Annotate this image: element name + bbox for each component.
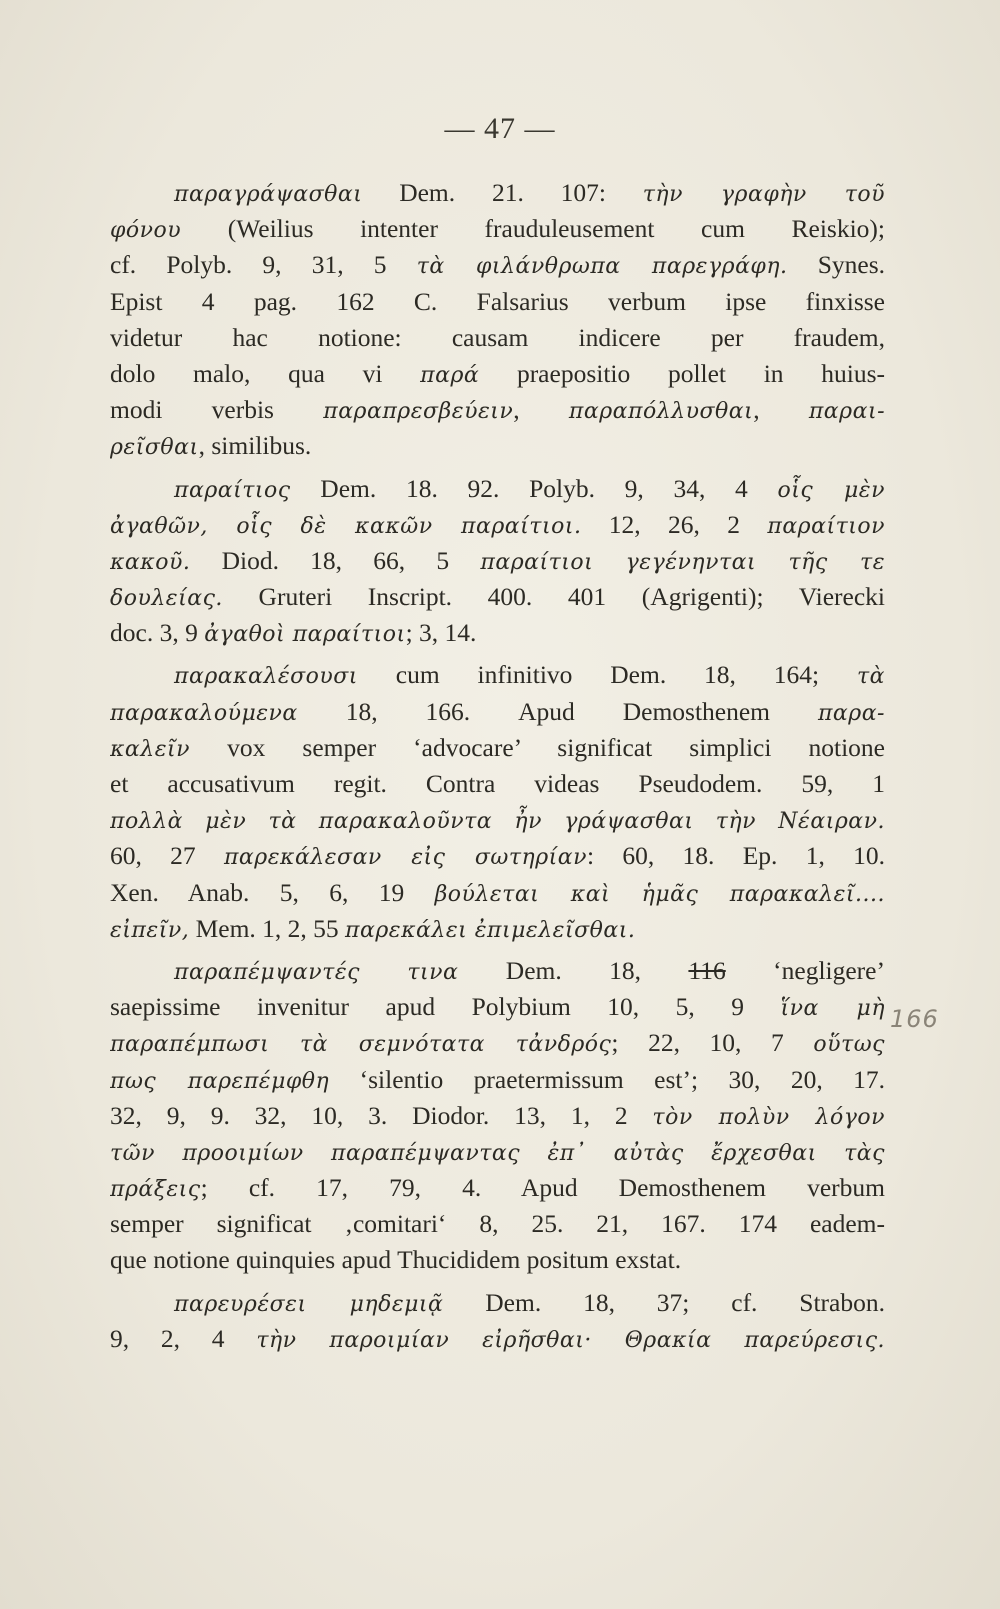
greek-text: παρακαλούμενα	[110, 700, 298, 726]
latin-text: dolo malo, qua vi	[110, 358, 421, 388]
latin-text: praepositio pollet in huius-	[479, 358, 885, 388]
text-line	[110, 730, 885, 766]
text-line	[110, 507, 885, 543]
latin-text: ‘negligere’	[725, 955, 885, 985]
text-line	[110, 694, 885, 730]
greek-text: ρεῖσθαι	[110, 435, 199, 461]
text-line	[110, 802, 885, 838]
latin-text: 60, 27	[110, 841, 224, 871]
latin-text: Epist 4 pag. 162 C. Falsarius verbum ipse finxisse	[110, 286, 885, 316]
text-line	[110, 284, 885, 320]
greek-text: παρακαλέσουσι	[174, 664, 358, 690]
greek-text: ἀγαθῶν, οἷς δὲ κακῶν παραίτιοι.	[110, 513, 582, 539]
greek-text: τὴν γραφὴν τοῦ	[642, 182, 885, 207]
greek-text: παραπέμπωσι τὰ σεμνότατα τἀνδρός	[110, 1032, 612, 1058]
text-line	[110, 838, 885, 874]
text-line	[110, 175, 885, 211]
greek-text: παρα-	[817, 700, 885, 726]
text-line	[110, 989, 885, 1025]
greek-text: παρευρέσει μηδεμιᾷ	[174, 1291, 444, 1317]
text-line	[110, 1285, 885, 1321]
text-line	[110, 471, 885, 507]
dictionary-entry	[110, 175, 885, 465]
text-line	[110, 247, 885, 283]
text-line	[110, 1206, 885, 1242]
greek-text: παραπέμψαντές	[174, 959, 360, 985]
latin-text: 32, 9, 9. 32, 10, 3. Diodor. 13, 1, 2	[110, 1100, 653, 1130]
latin-text: videtur hac notione: causam indicere per fraudem,	[110, 322, 885, 352]
text-line	[110, 543, 885, 579]
greek-text: φόνου	[110, 218, 182, 244]
body-text	[110, 175, 885, 1357]
latin-text: modi verbis	[110, 395, 324, 425]
margin-annotation: 166	[890, 1005, 939, 1033]
greek-text: βούλεται καὶ ἡμᾶς παρακαλεῖ....	[434, 881, 885, 907]
text-line	[110, 1062, 885, 1098]
text-line	[110, 579, 885, 615]
latin-text: : 60, 18. Ep. 1, 10.	[586, 841, 885, 871]
text-line	[110, 911, 885, 947]
text-line	[110, 953, 885, 989]
greek-text: οἷς μὲν	[777, 477, 885, 503]
latin-text: ; 22, 10, 7	[611, 1028, 814, 1058]
text-line	[110, 211, 885, 247]
latin-text: ,	[513, 395, 569, 425]
greek-text: παραπόλλυσθαι	[568, 399, 754, 425]
text-line	[110, 392, 885, 428]
greek-text: ἵνα μὴ	[780, 996, 885, 1022]
dictionary-entry	[110, 471, 885, 652]
latin-text: 9, 2, 4	[110, 1323, 257, 1353]
dictionary-entry	[110, 1285, 885, 1357]
greek-text: οὕτως	[813, 1032, 885, 1058]
latin-text: cf. Polyb. 9, 31, 5	[110, 250, 417, 280]
greek-text: τὴν παροιμίαν εἰρῆσθαι· Θρακία παρεύρεσις.	[256, 1327, 885, 1353]
greek-text: πολλὰ μὲν τὰ παρακαλοῦντα ἦν γράψασθαι τὴν Νέαιραν.	[110, 809, 885, 835]
latin-text: ; cf. 17, 79, 4. Apud Demosthenem verbum	[200, 1173, 885, 1203]
text-line	[110, 657, 885, 693]
text-line	[110, 766, 885, 802]
greek-text: παραίτιοι γεγένηνται τῆς τε	[480, 549, 885, 575]
page-number: — 47 —	[444, 112, 556, 145]
text-line	[110, 1098, 885, 1134]
latin-text: vox semper ‘advocare’ significat simplici notione	[190, 732, 885, 762]
greek-text: πως παρεπέμφθη	[110, 1068, 330, 1094]
latin-text: Gruteri Inscript. 400. 401 (Agrigenti); Vierecki	[222, 582, 885, 612]
latin-text: cum infinitivo Dem. 18, 164;	[357, 660, 857, 690]
greek-text: παραπρεσβεύειν	[323, 399, 514, 425]
greek-text: παρεκάλει ἐπιμελεῖσθαι.	[345, 917, 636, 943]
latin-text: ; 3, 14.	[405, 618, 477, 648]
greek-text: παραίτιον	[767, 513, 885, 539]
dictionary-entry	[110, 953, 885, 1279]
greek-text: παρά	[420, 362, 480, 388]
struck-text: 116	[688, 955, 726, 985]
latin-text: Dem. 18,	[458, 955, 689, 985]
text-line	[110, 320, 885, 356]
latin-text: ‘silentio praetermissum est’; 30, 20, 17.	[329, 1064, 885, 1094]
greek-text: κακοῦ.	[110, 549, 191, 575]
latin-text: 12, 26, 2	[581, 509, 768, 539]
latin-text: Dem. 18. 92. Polyb. 9, 34, 4	[290, 473, 778, 503]
latin-text: 18, 166. Apud Demosthenem	[297, 696, 818, 726]
greek-text: καλεῖν	[110, 736, 191, 762]
latin-text: Mem. 1, 2, 55	[189, 913, 346, 943]
latin-text: Dem. 21. 107:	[362, 178, 643, 207]
latin-text: Dem. 18, 37; cf. Strabon.	[443, 1287, 885, 1317]
latin-text: Xen. Anab. 5, 6, 19	[110, 877, 435, 907]
greek-text: παραγράψασθαι	[174, 182, 363, 207]
latin-text	[360, 956, 407, 985]
latin-text: saepissime invenitur apud Polybium 10, 5, 9	[110, 992, 781, 1022]
greek-text: παραίτιος	[174, 477, 291, 503]
greek-text: τὰ	[856, 664, 885, 690]
text-line	[110, 1134, 885, 1170]
greek-text: πράξεις	[110, 1177, 201, 1203]
greek-text: παραι-	[808, 399, 885, 425]
greek-text: εἰπεῖν,	[110, 917, 190, 943]
latin-text: (Weilius intenter frauduleusement cum Reiskio);	[181, 214, 885, 244]
text-line	[110, 1170, 885, 1206]
dictionary-entry	[110, 657, 885, 947]
text-line	[110, 615, 885, 651]
latin-text: doc. 3, 9	[110, 618, 205, 648]
greek-text: παρεκάλεσαν εἰς σωτηρίαν	[223, 845, 587, 871]
greek-text: τῶν προοιμίων παραπέμψαντας ἐπ᾽ αὐτὰς ἔρχεσθαι τὰς	[110, 1140, 885, 1166]
latin-text: et accusativum regit. Contra videas Pseudodem. 59, 1	[110, 769, 885, 798]
greek-text: τὸν πολὺν λόγον	[652, 1104, 885, 1130]
latin-text: semper significat ‚comitari‘ 8, 25. 21, 167. 174 eadem-	[110, 1209, 885, 1239]
text-line	[110, 356, 885, 392]
text-line	[110, 428, 885, 464]
text-line	[110, 1242, 885, 1278]
latin-text: que notione quinquies apud Thucididem positum exstat.	[110, 1245, 682, 1275]
greek-text: δουλείας.	[110, 586, 223, 612]
greek-text: τὰ φιλάνθρωπα παρεγράφη.	[416, 254, 788, 280]
latin-text: , similibus.	[198, 431, 312, 461]
greek-text: ἀγαθοὶ παραίτιοι	[204, 622, 406, 648]
text-line	[110, 1025, 885, 1061]
text-line	[110, 875, 885, 911]
text-line	[110, 1321, 885, 1357]
latin-text: Diod. 18, 66, 5	[190, 545, 481, 575]
latin-text: ,	[753, 395, 809, 425]
greek-text: τινα	[407, 959, 459, 985]
latin-text: Synes.	[787, 250, 885, 280]
